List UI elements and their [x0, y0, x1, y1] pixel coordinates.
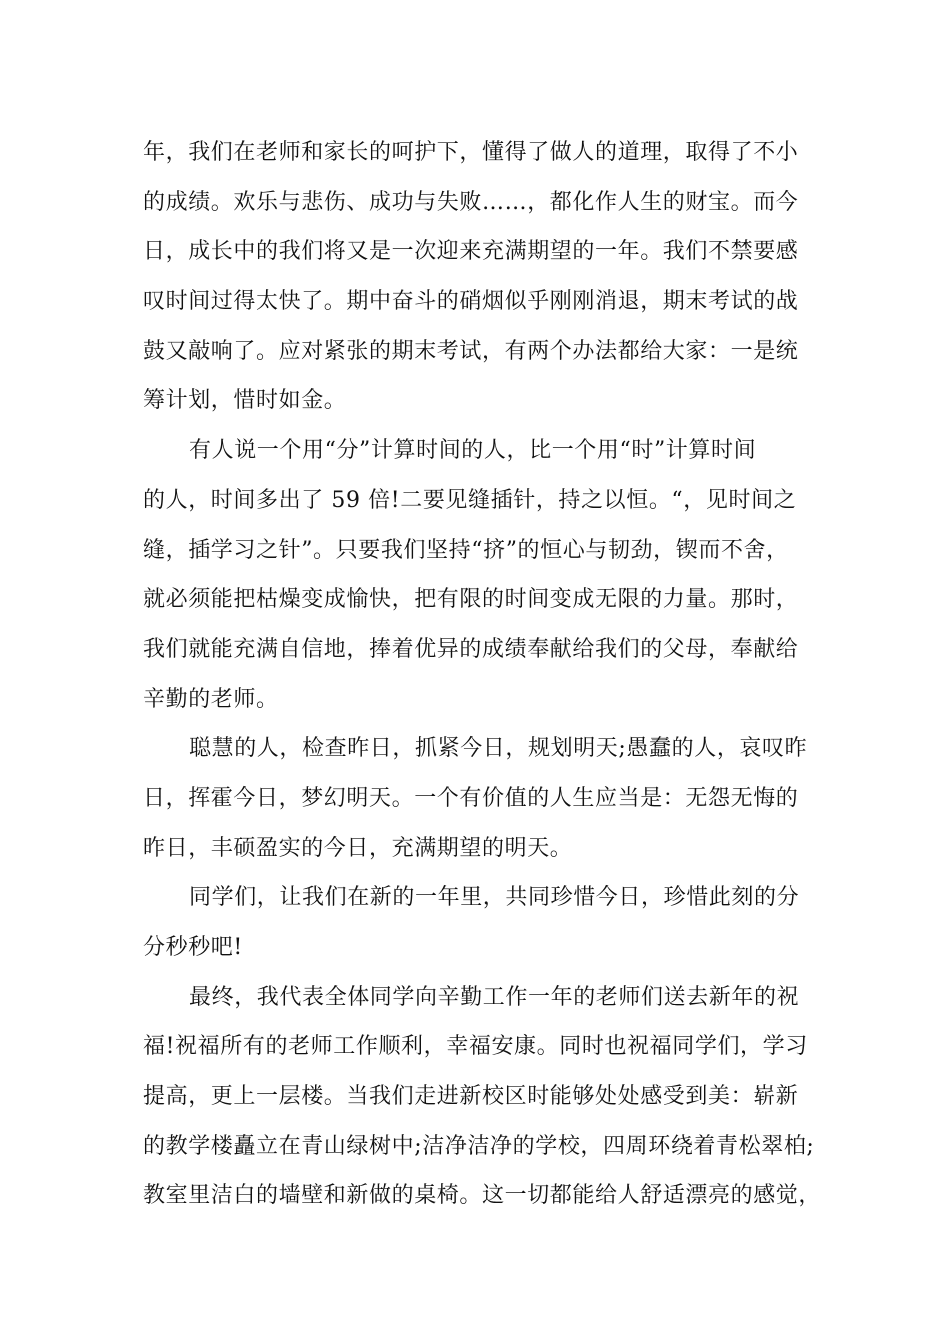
- text-line: 日，成长中的我们将又是一次迎来充满期望的一年。我们不禁要感: [143, 239, 799, 265]
- text-line: 筹计划，惜时如金。: [143, 388, 347, 414]
- text-line: 同学们，让我们在新的一年里，共同珍惜今日，珍惜此刻的分: [189, 885, 800, 911]
- text-line: 分秒秒吧!: [143, 935, 243, 960]
- text-line: 鼓又敲响了。应对紧张的期末考试，有两个办法都给大家：一是统: [143, 338, 799, 364]
- text-line: 最终，我代表全体同学向辛勤工作一年的老师们送去新年的祝: [189, 984, 800, 1010]
- text-line: 的人，时间多出了 59 倍!二要见缝插针，持之以恒。“，见时间之: [143, 487, 797, 513]
- text-line: 教室里洁白的墙壁和新做的桌椅。这一切都能给人舒适漂亮的感觉，: [143, 1183, 822, 1209]
- text-line: 聪慧的人，检查昨日，抓紧今日，规划明天;愚蠢的人，哀叹昨: [189, 736, 808, 762]
- text-line: 提高，更上一层楼。当我们走进新校区时能够处处感受到美：崭新: [143, 1084, 799, 1110]
- text-line: 有人说一个用“分”计算时间的人，比一个用“时”计算时间: [189, 438, 757, 464]
- text-line: 缝，插学习之针”。只要我们坚持“挤”的恒心与韧劲，锲而不舍，: [143, 537, 789, 563]
- document-body: [143, 128, 823, 1221]
- text-line: 的教学楼矗立在青山绿树中;洁净洁净的学校，四周环绕着青松翠柏;: [143, 1133, 815, 1159]
- text-line: 叹时间过得太快了。期中奋斗的硝烟似乎刚刚消退，期末考试的战: [143, 289, 799, 315]
- text-line: 辛勤的老师。: [143, 686, 279, 712]
- text-line: 我们就能充满自信地，捧着优异的成绩奉献给我们的父母，奉献给: [143, 636, 799, 662]
- text-line: 日，挥霍今日，梦幻明天。一个有价值的人生应当是：无怨无悔的: [143, 785, 799, 811]
- text-line: 就必须能把枯燥变成愉快，把有限的时间变成无限的力量。那时，: [143, 587, 799, 613]
- text-line: 昨日，丰硕盈实的今日，充满期望的明天。: [143, 835, 573, 861]
- text-line: 年，我们在老师和家长的呵护下，懂得了做人的道理，取得了不小: [143, 140, 799, 165]
- text-line: 福!祝福所有的老师工作顺利，幸福安康。同时也祝福同学们，学习: [143, 1034, 808, 1060]
- text-line: 的成绩。欢乐与悲伤、成功与失败……，都化作人生的财宝。而今: [143, 189, 799, 215]
